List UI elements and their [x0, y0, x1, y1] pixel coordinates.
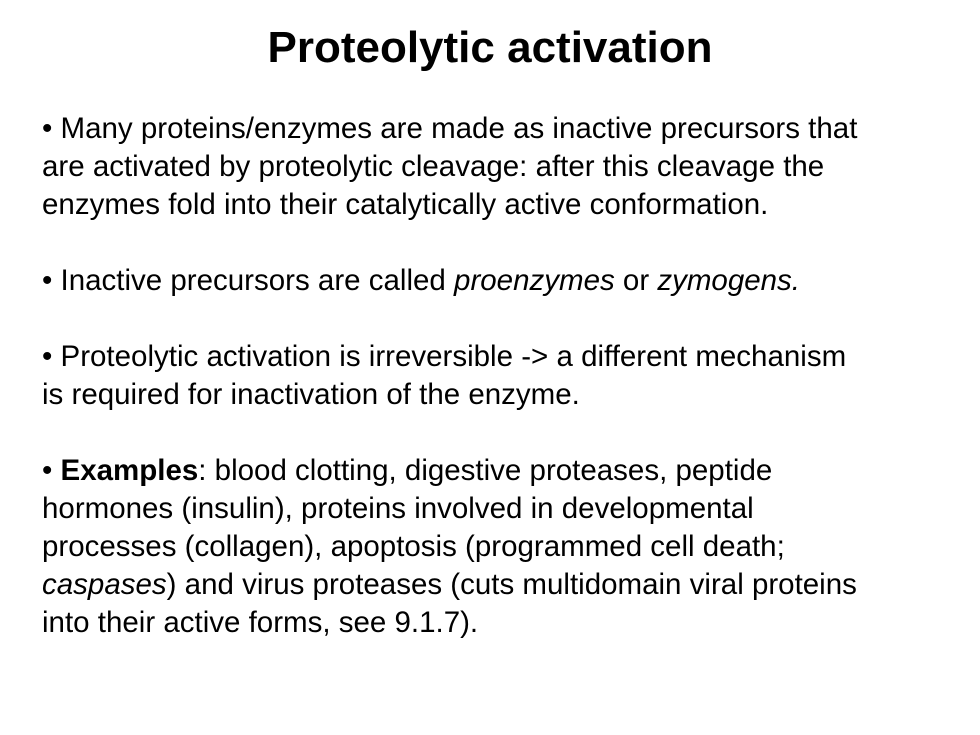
- bullet-precursors-text-1: Many proteins/enzymes are made as inactive precursors that: [52, 112, 858, 145]
- term-caspases: caspases: [42, 568, 167, 601]
- term-zymogens: zymogens.: [657, 264, 801, 297]
- bullet-examples: [42, 452, 952, 642]
- bullet-precursors: [42, 110, 952, 224]
- bullet-examples-line-1: [42, 452, 952, 490]
- bullet-examples-line-2: hormones (insulin), proteins involved in developmental: [42, 492, 754, 525]
- bullet-examples-line-4: [42, 566, 952, 604]
- bullet-symbol: •: [42, 454, 53, 487]
- bullet-precursors-line-3: enzymes fold into their catalytically active conformation.: [42, 188, 769, 221]
- slide-title: Proteolytic activation: [267, 23, 713, 72]
- bullet-symbol: •: [42, 264, 53, 297]
- bullet-examples-text-1: : blood clotting, digestive proteases, peptide: [198, 454, 773, 487]
- bullet-irreversible: [42, 338, 952, 414]
- examples-label: Examples: [60, 454, 199, 487]
- bullet-irreversible-line-1: [42, 338, 952, 376]
- bullet-zymogens-or: or: [614, 264, 658, 297]
- bullet-irreversible-text-1: Proteolytic activation is irreversible -> a different mechanism: [52, 340, 847, 373]
- bullet-symbol: •: [42, 112, 53, 145]
- slide-body: [42, 110, 952, 642]
- bullet-precursors-line-1: [42, 110, 952, 148]
- bullet-examples-line-3: processes (collagen), apoptosis (programmed cell death;: [42, 530, 785, 563]
- bullet-precursors-line-2: are activated by proteolytic cleavage: after this cleavage the: [42, 150, 825, 183]
- bullet-examples-text-4: ) and virus proteases (cuts multidomain viral proteins: [166, 568, 857, 601]
- bullet-symbol: •: [42, 340, 53, 373]
- bullet-examples-line-5: into their active forms, see 9.1.7).: [42, 606, 479, 639]
- bullet-zymogens-line-1: [42, 262, 952, 300]
- bullet-zymogens-text: Inactive precursors are called: [52, 264, 455, 297]
- term-proenzymes: proenzymes: [454, 264, 615, 297]
- bullet-irreversible-line-2: is required for inactivation of the enzyme.: [42, 378, 580, 411]
- bullet-zymogens: [42, 262, 952, 300]
